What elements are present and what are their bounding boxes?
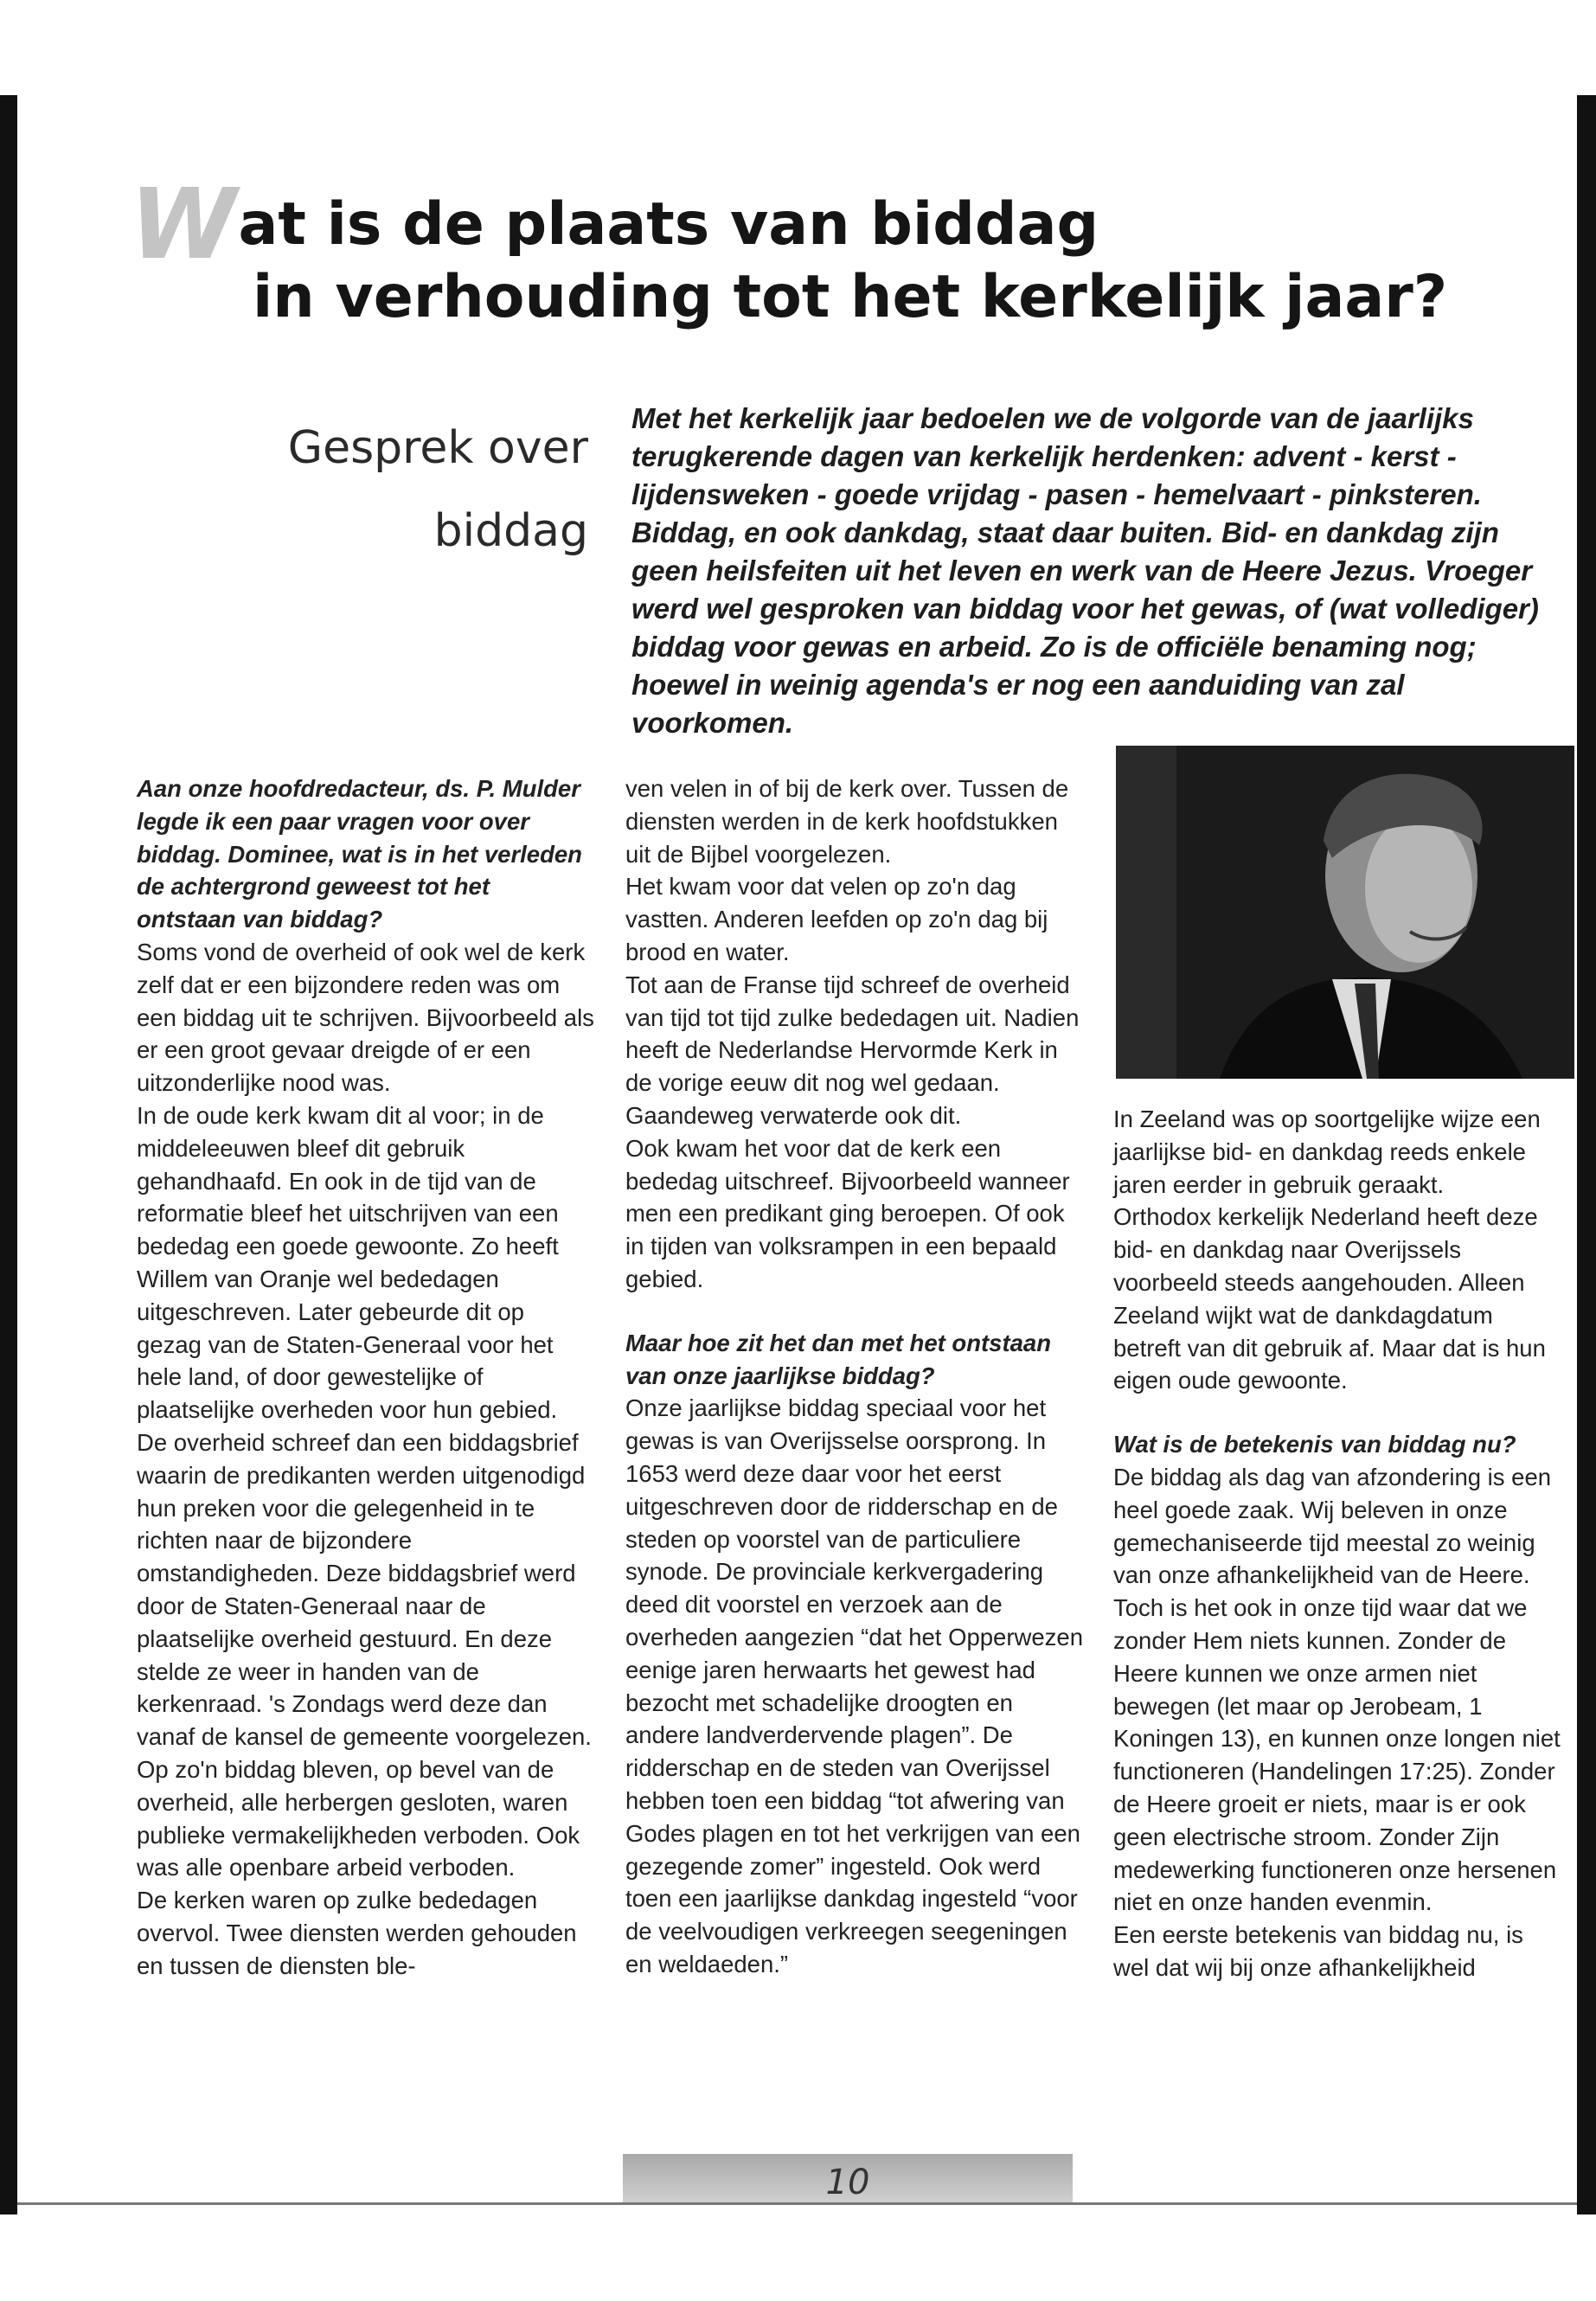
interview-question: Maar hoe zit het dan met het ontstaan van onze jaarlijkse biddag? [625,1329,1052,1389]
intro-paragraph: Met het kerkelijk jaar bedoelen we de volgorde van de jaarlijks terugkerende dagen van kerkelijk herdenken: advent - kerst - lijdensweken - goede vrijdag - pasen - hemelvaart - pinksteren. Biddag, en ook dankdag, staat daar buiten. Bid- en dankdag zijn geen heilsfeiten uit het leven en werk van de Heere Jezus. Vroeger werd wel gesproken van biddag voor het gewas, of (wat vollediger) biddag voor gewas en arbeid. Zo is de officiële benaming nog; hoewel in weinig agenda's er nog een aanduiding van zal voorkomen. [631,402,1539,739]
portrait-illustration [1116,746,1574,1079]
paragraph: Tot aan de Franse tijd schreef de overheid van tijd tot tijd zulke bededagen uit. Nadien heeft de Nederlandse Hervormde Kerk in de vorige eeuw dit nog wel gedaan. Gaandeweg verwaterde ook dit. [625,971,1080,1129]
title-dropcap: W [130,169,237,281]
subtitle-line-1: Gesprek over [287,422,588,474]
paragraph: In de oude kerk kwam dit al voor; in de middeleeuwen bleef dit gebruik gehandhaafd. En ook in de tijd van de reformatie bleef het uitschrijven van een bededag een goede gewoonte. Zo heeft Willem van Oranje wel bededagen uitgeschreven. Later gebeurde dit op gezag van de Staten-Generaal voor het hele land, of door gewestelijke of plaatselijke overheden voor hun gebied. [137,1101,559,1424]
subtitle [260,407,588,573]
column-1 [137,772,595,1982]
paragraph: Orthodox kerkelijk Nederland heeft deze bid- en dankdag naar Overijssels voorbeeld steeds aangehouden. Alleen Zeeland wijkt wat de dankdagdatum betreft van dit gebruik af. Maar dat is hun eigen oude gewoonte. [1113,1203,1546,1394]
paragraph: Op zo'n biddag bleven, op bevel van de overheid, alle herbergen gesloten, waren publieke vermakelijkheden verboden. Ook was alle openbare arbeid verboden. [137,1755,580,1881]
paragraph: De overheid schreef dan een biddagsbrief waarin de predikanten werden uitgenodigd hun preken voor die gelegenheid in te richten naar de bijzondere omstandigheden. Deze biddagsbrief werd door de Staten-Generaal naar de plaatselijke overheid gestuurd. En deze stelde ze weer in handen van de kerkenraad. 's Zondags werd deze dan vanaf de kansel de gemeente voorgelezen. [137,1428,592,1751]
paragraph: Een eerste betekenis van biddag nu, is wel dat wij bij onze afhankelijkheid [1113,1921,1523,1981]
paragraph: Soms vond de overheid of ook wel de kerk zelf dat er een bijzondere reden was om een biddag uit te schrijven. Bijvoorbeeld als er een groot gevaar dreigde of er een uitzonderlijke nood was. [137,938,594,1097]
paragraph: In Zeeland was op soortgelijke wijze een jaarlijkse bid- en dankdag reeds enkele jaren eerder in gebruik geraakt. [1113,1106,1541,1198]
bottom-rule [17,2202,1577,2205]
title-line-2: in verhouding tot het kerkelijk jaar? [253,263,1448,331]
paragraph: Ook kwam het voor dat de kerk een bededag uitschreef. Bijvoorbeeld wanneer men een predikant ging beroepen. Of ook in tijden van volksrampen in een bepaald gebied. [625,1134,1070,1292]
column-3 [1113,1103,1563,1984]
page-number: 10 [825,2163,870,2202]
column-2 [625,772,1084,1981]
paragraph: De biddag als dag van afzondering is een heel goede zaak. Wij beleven in onze gemechaniseerde tijd meestal zo weinig van onze afhankelijkheid van de Heere. Toch is het ook in onze tijd waar dat we zonder Hem niets kunnen. Zonder de Heere kunnen we onze armen niet bewegen (let maar op Jerobeam, 1 Koningen 13), en kunnen onze longen niet functioneren (Handelingen 17:25). Zonder de Heere groeit er niets, maar is er ook geen electrische stroom. Zonder Zijn medewerking functioneren onze hersenen niet en onze handen evenmin. [1113,1463,1561,1916]
article-title [130,169,1531,334]
interview-question: Wat is de betekenis van biddag nu? [1113,1431,1516,1458]
title-line-1: at is de plaats van biddag [238,190,1099,259]
paragraph: ven velen in of bij de kerk over. Tussen de diensten werden in de kerk hoofdstukken uit de Bijbel voorgelezen. [625,775,1069,868]
page-number-tab [623,2154,1073,2202]
portrait-photo [1116,746,1574,1079]
subtitle-line-2: biddag [433,505,588,557]
scan-edge-left [0,95,17,2214]
paragraph: Het kwam voor dat velen op zo'n dag vastten. Anderen leefden op zo'n dag bij brood en water. [625,873,1048,965]
paragraph: De kerken waren op zulke bededagen overvol. Twee diensten werden gehouden en tussen de diensten ble- [137,1887,577,1979]
interview-question: Aan onze hoofdredacteur, ds. P. Mulder legde ik een paar vragen voor over biddag. Dominee, wat is in het verleden de achtergrond geweest tot het ontstaan van biddag? [137,775,582,933]
scan-edge-right [1577,95,1596,2214]
paragraph: Onze jaarlijkse biddag speciaal voor het gewas is van Overijsselse oorsprong. In 1653 werd deze daar voor het eerst uitgeschreven door de ridderschap en de steden op voorstel van de particuliere synode. De provinciale kerkvergadering deed dit voorstel en verzoek aan de overheden aangezien “dat het Opperwezen eenige jaren herwaarts het gewest had bezocht met schadelijke droogten en andere landverdervende plagen”. De ridderschap en de steden van Overijssel hebben toen een biddag “tot afwering van Godes plagen en tot het verkrijgen van een gezegende zomer” ingesteld. Ook werd toen een jaarlijkse dankdag ingesteld “voor de veelvoudigen verkreegen seegeningen en weldaeden.” [625,1394,1083,1977]
